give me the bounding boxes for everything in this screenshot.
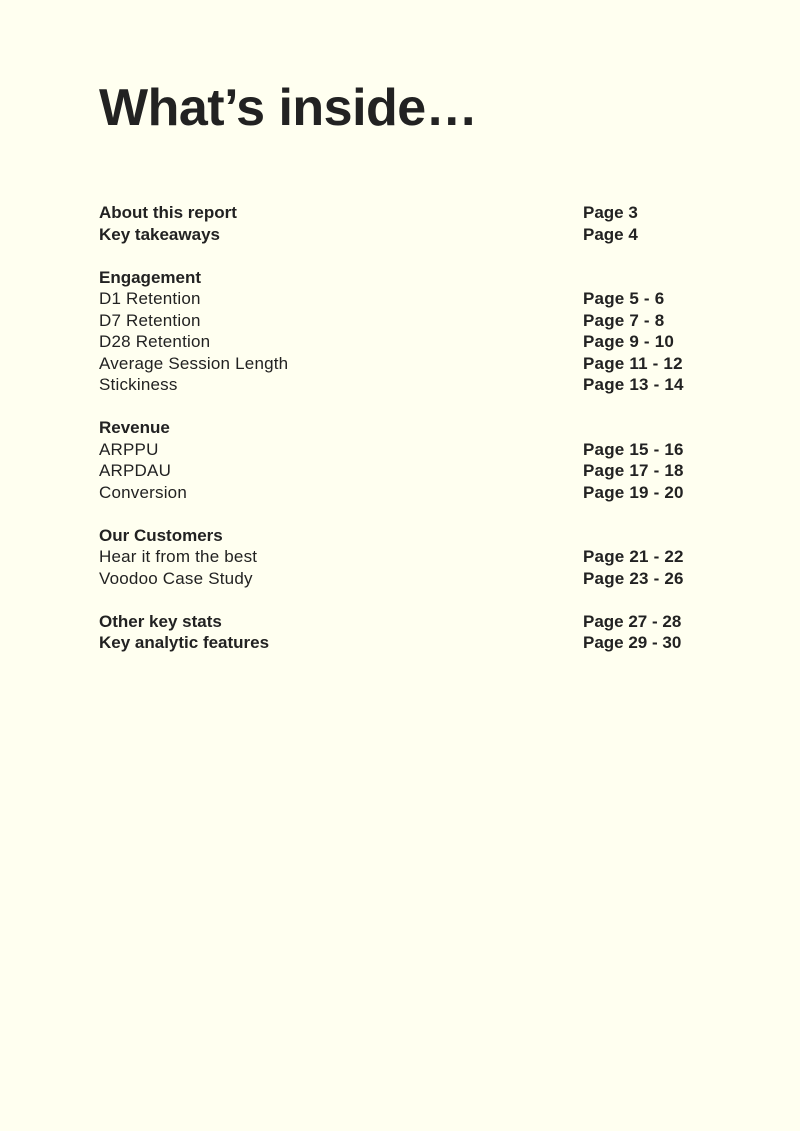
toc-entry-key-analytic-features[interactable]: [99, 632, 719, 654]
toc-entry-hear-it-from-the-best[interactable]: [99, 546, 719, 568]
toc-entry-page: Page 21 - 22: [583, 547, 684, 566]
toc-section-our-customers: [99, 525, 719, 547]
toc-entry-stickiness[interactable]: [99, 374, 719, 396]
section-spacer: [99, 589, 719, 611]
section-heading: Revenue: [99, 418, 170, 437]
toc-entry-page: Page 5 - 6: [583, 289, 665, 308]
toc-entry-label: Hear it from the best: [99, 547, 258, 566]
toc-entry-page: Page 29 - 30: [583, 633, 682, 652]
toc-section-revenue: [99, 417, 719, 439]
toc-entry-page: Page 9 - 10: [583, 332, 675, 351]
toc-entry-page: Page 19 - 20: [583, 482, 684, 502]
toc-entry-d28-retention[interactable]: [99, 331, 719, 353]
toc-entry-conversion[interactable]: [99, 482, 719, 504]
toc-entry-label: Key analytic features: [99, 633, 270, 652]
toc-entry-label: About this report: [99, 203, 237, 222]
toc-entry-label: D7 Retention: [99, 310, 201, 330]
toc-entry-page: Page 13 - 14: [583, 375, 684, 394]
section-heading: Our Customers: [99, 525, 223, 545]
toc-entry-label: ARPPU: [99, 439, 159, 459]
section-spacer: [99, 503, 719, 525]
toc-entry-page: Page 4: [583, 224, 638, 244]
toc-entry-other-key-stats[interactable]: [99, 611, 719, 633]
toc-entry-page: Page 3: [583, 203, 638, 222]
toc-entry-label: Other key stats: [99, 611, 222, 631]
toc-entry-page: Page 15 - 16: [583, 439, 684, 459]
toc-entry-label: Voodoo Case Study: [99, 568, 253, 588]
toc-entry-about-this-report[interactable]: [99, 202, 719, 224]
toc-entry-d7-retention[interactable]: [99, 310, 719, 332]
toc-entry-label: Conversion: [99, 482, 187, 502]
toc-entry-label: D1 Retention: [99, 289, 201, 308]
page-title: What’s inside…: [99, 79, 478, 137]
toc-entry-arppu[interactable]: [99, 439, 719, 461]
toc-entry-label: D28 Retention: [99, 332, 211, 351]
toc-entry-page: Page 11 - 12: [583, 353, 683, 373]
section-heading: Engagement: [99, 267, 202, 287]
toc-entry-d1-retention[interactable]: [99, 288, 719, 310]
toc-entry-voodoo-case-study[interactable]: [99, 568, 719, 590]
section-spacer: [99, 245, 719, 267]
section-spacer: [99, 396, 719, 418]
toc-entry-page: Page 27 - 28: [583, 611, 682, 631]
toc-entry-arpdau[interactable]: [99, 460, 719, 482]
toc-section-engagement: [99, 267, 719, 289]
toc-entry-key-takeaways[interactable]: [99, 224, 719, 246]
toc-entry-page: Page 17 - 18: [583, 461, 684, 480]
toc-entry-page: Page 23 - 26: [583, 568, 684, 588]
toc-entry-label: Key takeaways: [99, 224, 220, 244]
toc-entry-label: ARPDAU: [99, 461, 172, 480]
toc-entry-page: Page 7 - 8: [583, 310, 665, 330]
toc-entry-average-session-length[interactable]: [99, 353, 719, 375]
toc-entry-label: Average Session Length: [99, 353, 289, 373]
table-of-contents: [99, 202, 719, 654]
toc-entry-label: Stickiness: [99, 375, 178, 394]
